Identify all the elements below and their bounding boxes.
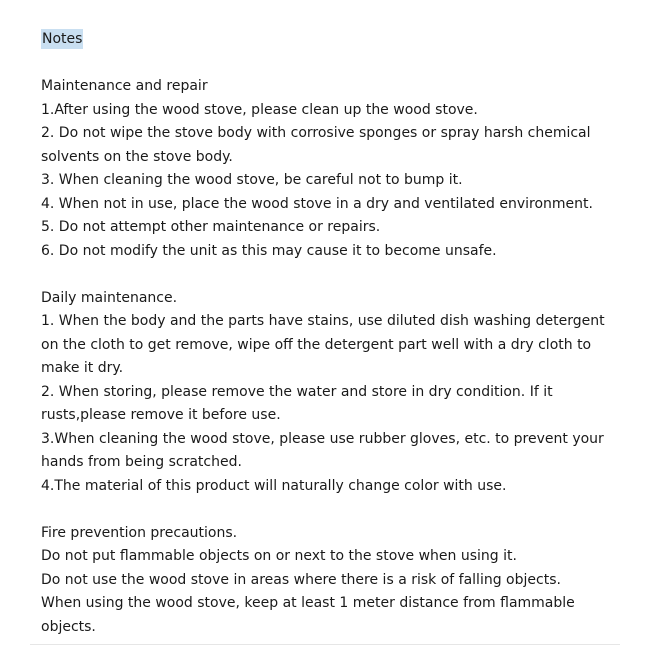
section-line: 3. When cleaning the wood stove, be careful not to bump it. bbox=[41, 172, 463, 188]
section-heading: Fire prevention precautions. bbox=[41, 524, 238, 541]
document-title: Notes bbox=[42, 31, 83, 47]
section-line: 5. Do not attempt other maintenance or repairs. bbox=[41, 219, 381, 235]
title-row bbox=[41, 28, 630, 52]
section-line: 1. When the body and the parts have stains, use diluted dish washing detergent bbox=[41, 313, 605, 329]
section-line: hands from being scratched. bbox=[41, 454, 242, 470]
section-line: 6. Do not modify the unit as this may cause it to become unsafe. bbox=[41, 242, 497, 259]
section-line: 4.The material of this product will naturally change color with use. bbox=[41, 477, 507, 494]
section-line: rusts,please remove it before use. bbox=[41, 407, 281, 423]
section-maintenance-repair bbox=[41, 75, 630, 263]
section-line: objects. bbox=[41, 618, 96, 635]
section-fire-prevention bbox=[41, 522, 630, 640]
spacer bbox=[41, 263, 630, 287]
section-daily-maintenance bbox=[41, 287, 630, 499]
section-line: Do not use the wood stove in areas where there is a risk of falling objects. bbox=[41, 571, 561, 588]
section-line: When using the wood stove, keep at least 1 meter distance from flammable bbox=[41, 595, 575, 611]
section-line: 2. When storing, please remove the water and store in dry condition. If it bbox=[41, 383, 553, 400]
section-line: 1.After using the wood stove, please clean up the wood stove. bbox=[41, 101, 478, 118]
spacer bbox=[41, 498, 630, 522]
bottom-divider bbox=[30, 644, 620, 645]
section-line: 3.When cleaning the wood stove, please use rubber gloves, etc. to prevent your bbox=[41, 430, 604, 447]
section-heading: Daily maintenance. bbox=[41, 289, 178, 306]
section-line: on the cloth to get remove, wipe off the detergent part well with a dry cloth to bbox=[41, 336, 592, 353]
section-line: 4. When not in use, place the wood stove in a dry and ventilated environment. bbox=[41, 195, 593, 212]
section-line: make it dry. bbox=[41, 360, 124, 376]
section-line: solvents on the stove body. bbox=[41, 148, 233, 165]
section-line: 2. Do not wipe the stove body with corrosive sponges or spray harsh chemical bbox=[41, 125, 591, 141]
section-line: Do not put flammable objects on or next to the stove when using it. bbox=[41, 548, 517, 564]
section-heading: Maintenance and repair bbox=[41, 78, 208, 94]
spacer bbox=[41, 52, 630, 76]
